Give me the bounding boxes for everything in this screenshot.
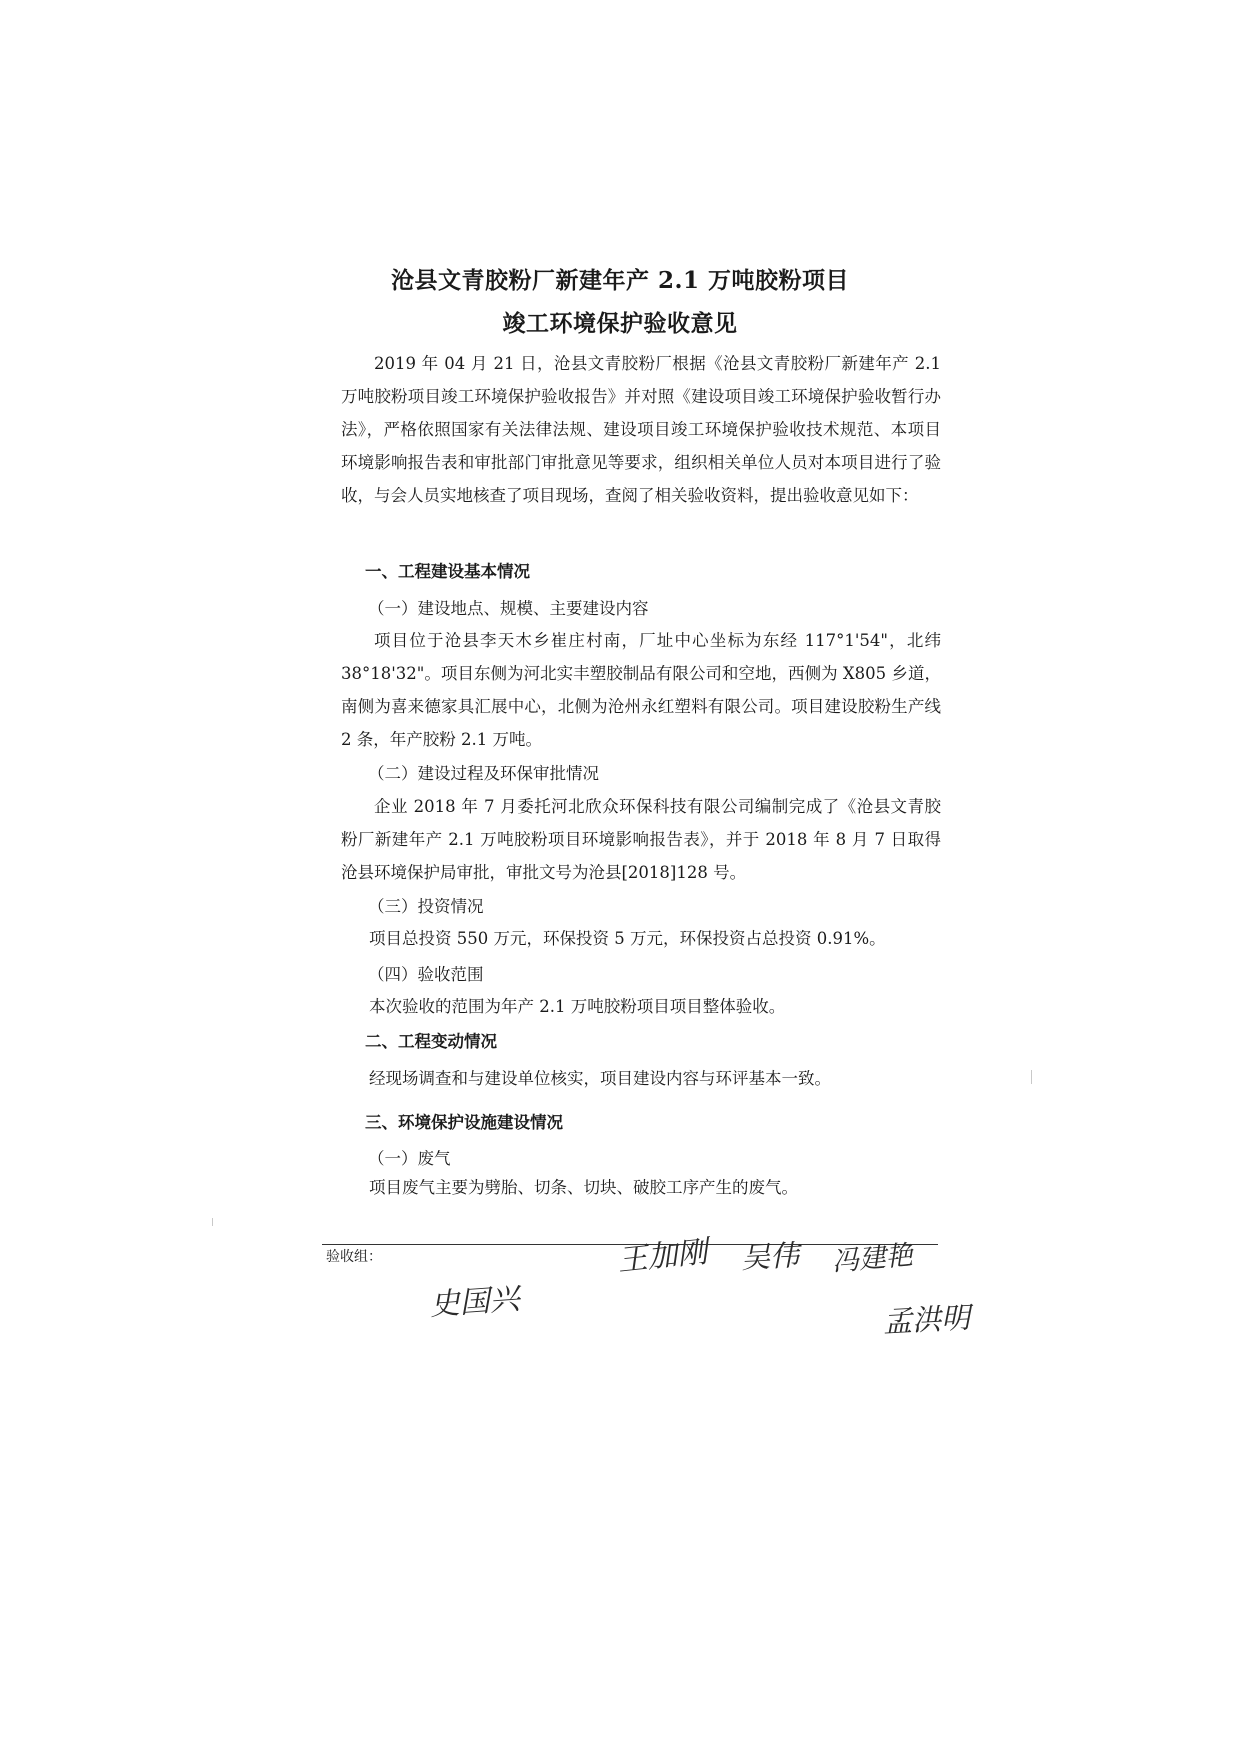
section1-sub1-heading: （一）建设地点、规模、主要建设内容 (368, 599, 649, 618)
document-subtitle: 竣工环境保护验收意见 (502, 310, 738, 337)
section3-heading: 三、环境保护设施建设情况 (365, 1113, 563, 1132)
signature-1: 史国兴 (428, 1281, 521, 1323)
intro-text: 2019 年 04 月 21 日，沧县文青胶粉厂根据《沧县文青胶粉厂新建年产 2.1 万吨胶粉项目竣工环境保护验收报告》并对照《建设项目竣工环境保护验收暂行办法》，严格依照国家有关法律法规、建设项目竣工环境保护验收技术规范、本项目环境影响报告表和审批部门审批意见等要求，组织相关单位人员对本项目进行了验收，与会人员实地核查了项目现场，查阅了相关验收资料，提出验收意见如下： (341, 354, 941, 505)
scan-mark (1031, 1070, 1032, 1084)
section3-sub1-text: 项目废气主要为劈胎、切条、切块、破胶工序产生的废气。 (369, 1178, 798, 1197)
section1-sub1-text: 项目位于沧县李天木乡崔庄村南，厂址中心坐标为东经 117°1'54"，北纬 38°18'32"。项目东侧为河北实丰塑胶制品有限公司和空地，西侧为 X805 乡道，南侧为喜来德家具汇展中心，北侧为沧州永红塑料有限公司。项目建设胶粉生产线 2 条，年产胶粉 2.1 万吨。 (341, 631, 941, 749)
section2-heading: 二、工程变动情况 (365, 1032, 497, 1051)
section1-sub2-heading: （二）建设过程及环保审批情况 (368, 764, 599, 783)
signature-4: 冯建艳 (830, 1239, 915, 1278)
signature-3: 吴伟 (740, 1237, 800, 1275)
scan-mark (212, 1218, 213, 1226)
signature-2: 王加刚 (615, 1234, 710, 1279)
section1-sub4-heading: （四）验收范围 (368, 965, 484, 984)
intro-paragraph (341, 347, 941, 512)
section1-sub4-text: 本次验收的范围为年产 2.1 万吨胶粉项目项目整体验收。 (369, 997, 786, 1016)
section1-heading: 一、工程建设基本情况 (365, 562, 530, 581)
signature-5: 孟洪明 (882, 1300, 971, 1339)
section1-sub3-heading: （三）投资情况 (368, 897, 484, 916)
section1-sub1-paragraph (341, 624, 941, 756)
document-title: 沧县文青胶粉厂新建年产 2.1 万吨胶粉项目 (390, 267, 850, 294)
section1-sub2-text: 企业 2018 年 7 月委托河北欣众环保科技有限公司编制完成了《沧县文青胶粉厂新建年产 2.1 万吨胶粉项目环境影响报告表》，并于 2018 年 8 月 7 日取得沧县环境保护局审批，审批文号为沧县[2018]128 号。 (341, 797, 941, 882)
section1-sub2-paragraph (341, 790, 941, 889)
section1-sub3-text: 项目总投资 550 万元，环保投资 5 万元，环保投资占总投资 0.91%。 (369, 929, 886, 948)
section3-sub1-heading: （一）废气 (368, 1149, 451, 1168)
section2-text: 经现场调查和与建设单位核实，项目建设内容与环评基本一致。 (369, 1069, 831, 1088)
signature-label: 验收组： (326, 1249, 382, 1265)
